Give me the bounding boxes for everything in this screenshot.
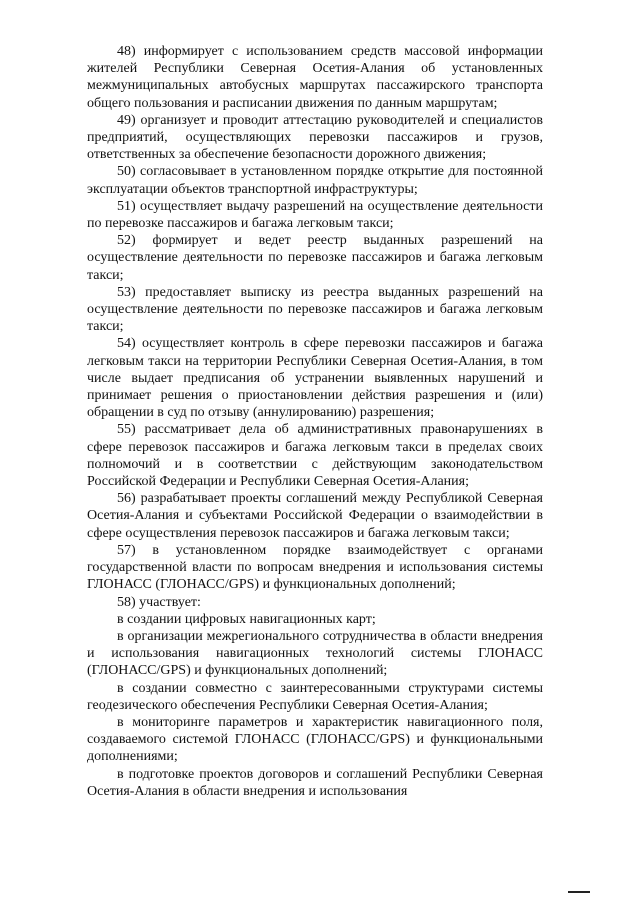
paragraph-51: 51) осуществляет выдачу разрешений на осуществление деятельности по перевозке пассажиров и багажа легковым такси; — [87, 198, 543, 232]
paragraph-48: 48) информирует с использованием средств массовой информации жителей Республики Северная Осетия-Алания об установленных межмуниципальных автобусных маршрутах пассажирского транспорта общего пользования и расписании движения по данным маршрутам; — [87, 44, 543, 111]
footer-mark — [568, 891, 590, 893]
paragraph-49: 49) организует и проводит аттестацию руководителей и специалистов предприятий, осуществляющих перевозки пассажиров и грузов, ответственных за обеспечение безопасности дорожного движения; — [87, 112, 543, 163]
paragraph-54: 54) осуществляет контроль в сфере перевозки пассажиров и багажа легковым такси на территории Республики Северная Осетия-Алания, в том числе выдает предписания об устранении выявленных нарушений и принимает решения о приостановлении действия разрешения и (или) обращении в суд по отзыву (аннулированию) разрешения; — [87, 336, 543, 421]
paragraph-58-item: в мониторинге параметров и характеристик навигационного поля, создаваемого системой ГЛОНАСС (ГЛОНАСС/GPS) и функциональными дополнениями; — [87, 714, 543, 765]
paragraph-58-item: в создании цифровых навигационных карт; — [117, 611, 376, 627]
paragraph-57: 57) в установленном порядке взаимодействует с органами государственной власти по вопросам внедрения и использования системы ГЛОНАСС (ГЛОНАСС/GPS) и функциональных дополнений; — [87, 542, 543, 593]
paragraph-56: 56) разрабатывает проекты соглашений между Республикой Северная Осетия-Алания и субъектами Российской Федерации о взаимодействии в сфере осуществления перевозок пассажиров и багажа легковым такси; — [87, 491, 543, 541]
paragraph-50: 50) согласовывает в установленном порядке открытие для постоянной эксплуатации объектов транспортной инфраструктуры; — [87, 164, 543, 197]
paragraph-58-item: в организации межрегионального сотрудничества в области внедрения и использования навигационных технологий системы ГЛОНАСС (ГЛОНАСС/GPS) и функциональных дополнений; — [87, 628, 543, 679]
paragraph-55: 55) рассматривает дела об административных правонарушениях в сфере перевозок пассажиров и багажа легковым такси в пределах своих полномочий и в соответствии с действующим законодательством Российской Федерации и Республики Северная Осетия-Алания; — [87, 422, 543, 490]
paragraph-58-item: в создании совместно с заинтересованными структурами системы геодезического обеспечения Республики Северная Осетия-Алания; — [87, 680, 543, 713]
paragraph-52: 52) формирует и ведет реестр выданных разрешений на осуществление деятельности по перевозке пассажиров и багажа легковым такси; — [87, 233, 543, 283]
paragraph-53: 53) предоставляет выписку из реестра выданных разрешений на осуществление деятельности по перевозке пассажиров и багажа легковым такси; — [87, 284, 543, 335]
paragraph-58: 58) участвует: — [117, 594, 201, 610]
document-body — [87, 43, 543, 800]
paragraph-58-item: в подготовке проектов договоров и соглашений Республики Северная Осетия-Алания в области внедрения и использования — [87, 766, 543, 799]
